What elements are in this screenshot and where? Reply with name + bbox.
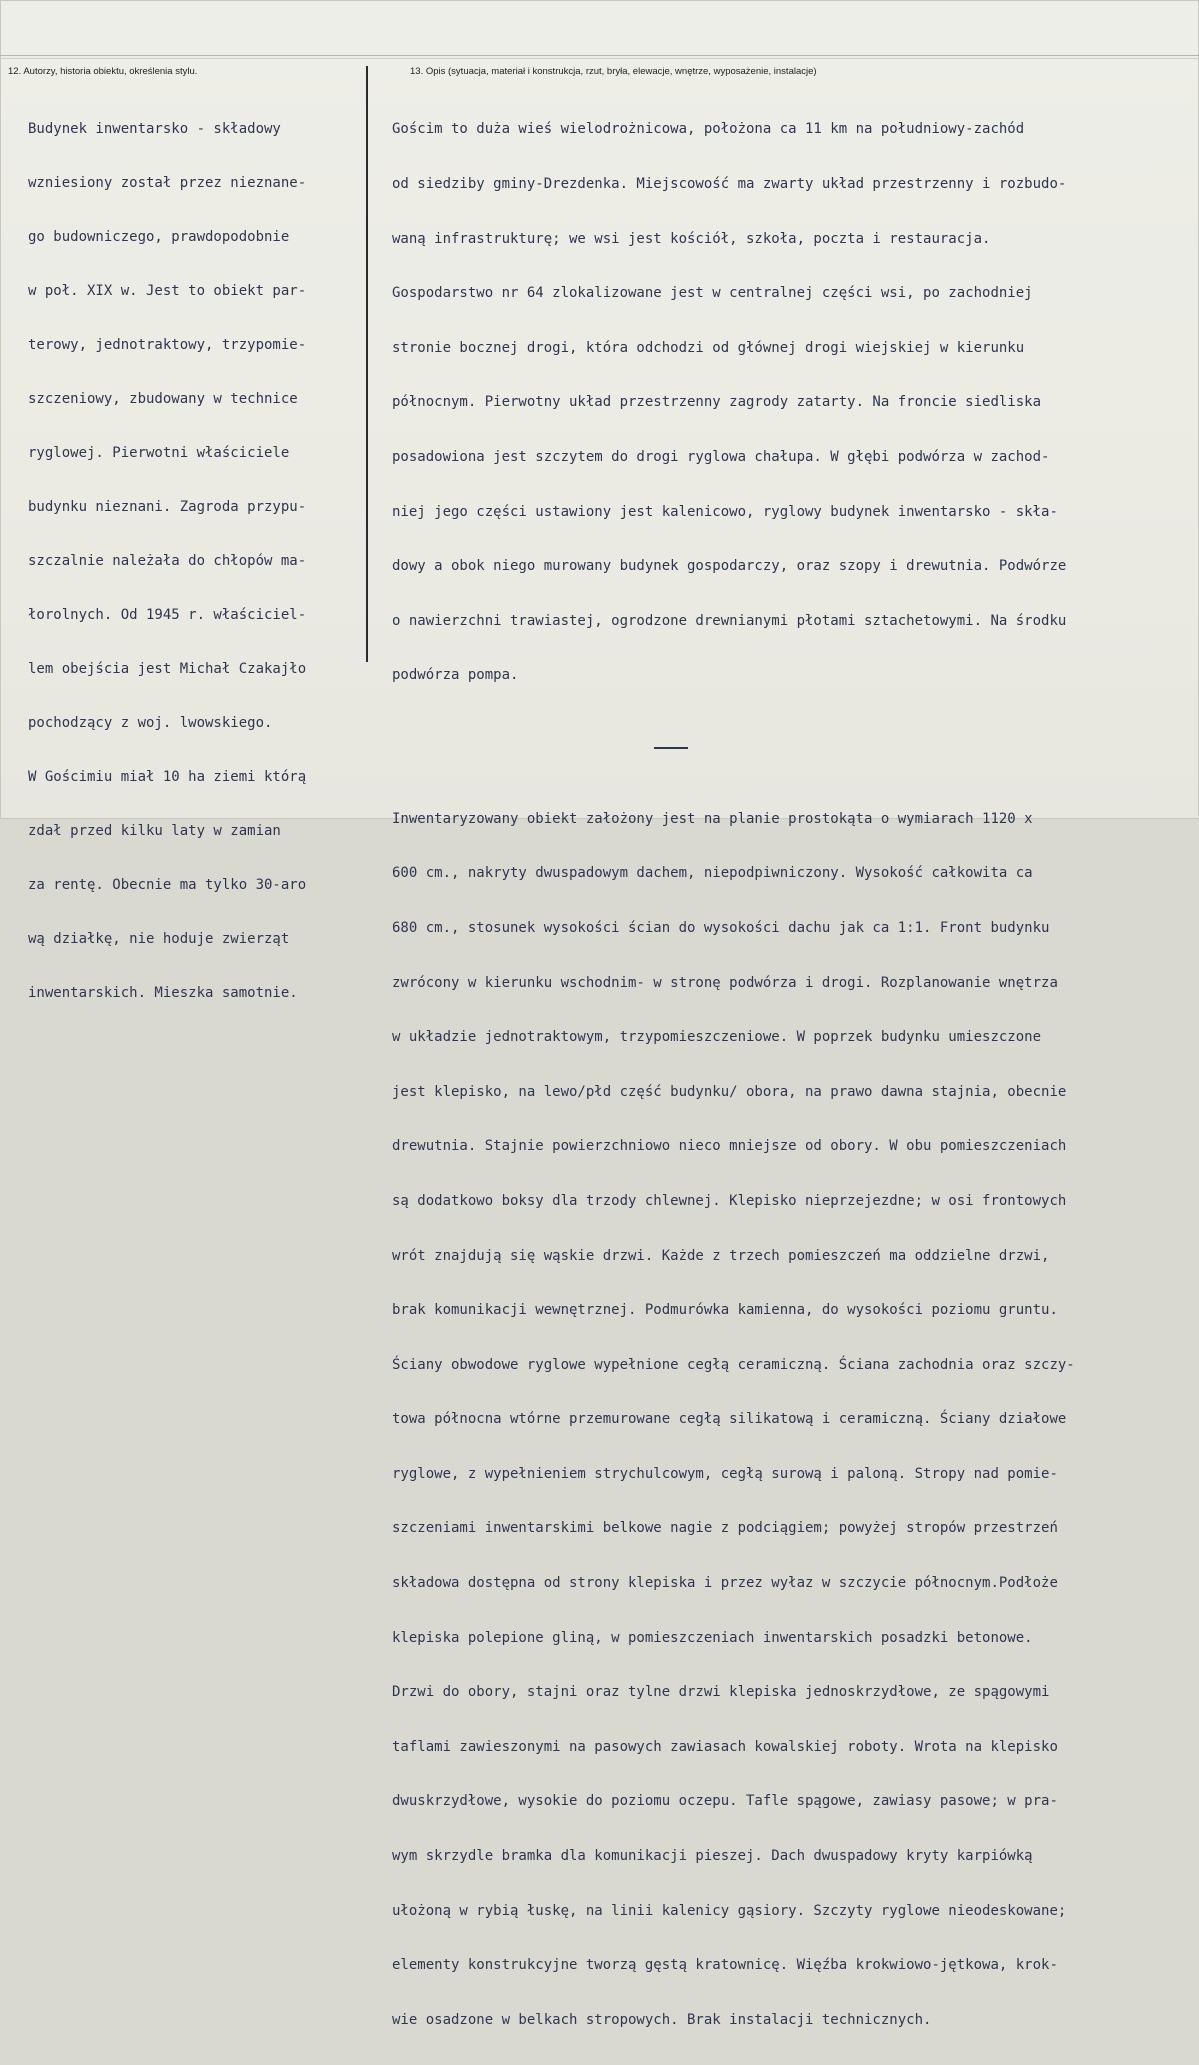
- text-line: o nawierzchni trawiastej, ogrodzone drewnianymi płotami sztachetowymi. Na środku: [392, 612, 1067, 629]
- text-line: wym skrzydle bramka dla komunikacji pieszej. Dach dwuspadowy kryty karpiówką: [392, 1848, 1033, 1865]
- text-line: klepiska polepione gliną, w pomieszczeniach inwentarskich posadzki betonowe.: [392, 1629, 1033, 1646]
- text-line: wrót znajdują się wąskie drzwi. Każde z trzech pomieszczeń ma oddzielne drzwi,: [392, 1247, 1050, 1264]
- text-line: drewutnia. Stajnie powierzchniowo nieco mniejsze od obory. W obu pomieszczeniach: [392, 1138, 1067, 1155]
- text-line: Inwentaryzowany obiekt założony jest na planie prostokąta o wymiarach 1120 x: [392, 810, 1033, 827]
- text-line: zdał przed kilku laty w zamian: [28, 823, 281, 839]
- text-line: dwuskrzydłowe, wysokie do poziomu oczepu. Tafle spągowe, zawiasy pasowe; w pra-: [392, 1793, 1058, 1810]
- text-line: go budowniczego, prawdopodobnie: [28, 229, 290, 245]
- section-separator: [392, 739, 1194, 755]
- form-top-rule: [0, 55, 1199, 56]
- text-line: za rentę. Obecnie ma tylko 30-aro: [28, 877, 307, 893]
- text-line: łorolnych. Od 1945 r. właściciel-: [28, 607, 307, 623]
- text-line: ryglowej. Pierwotni właściciele: [28, 445, 290, 461]
- text-line: inwentarskich. Mieszka samotnie.: [28, 985, 298, 1001]
- text-line: 600 cm., nakryty dwuspadowym dachem, niepodpiwniczony. Wysokość całkowita ca: [392, 865, 1033, 882]
- text-line: Gospodarstwo nr 64 zlokalizowane jest w centralnej części wsi, po zachodniej: [392, 285, 1033, 302]
- section-12-header: 12. Autorzy, historia obiektu, określenia stylu.: [8, 66, 198, 77]
- text-line: posadowiona jest szczytem do drogi ryglowa chałupa. W głębi podwórza w zachod-: [392, 448, 1050, 465]
- section-12-text: [28, 84, 368, 1038]
- text-line: elementy konstrukcyjne tworzą gęstą kratownicę. Więźba krokwiowo-jętkowa, krok-: [392, 1957, 1058, 1974]
- text-line: waną infrastrukturę; we wsi jest kościół, szkoła, poczta i restauracja.: [392, 230, 991, 247]
- section-13-text: [392, 84, 1194, 2065]
- text-line: w poł. XIX w. Jest to obiekt par-: [28, 283, 307, 299]
- text-line: budynku nieznani. Zagroda przypu-: [28, 499, 307, 515]
- text-line: niej jego części ustawiony jest kalenicowo, ryglowy budynek inwentarsko - skła-: [392, 503, 1058, 520]
- text-line: ułożoną w rybią łuskę, na linii kalenicy gąsiory. Szczyty ryglowe nieodeskowane;: [392, 1902, 1067, 1919]
- text-line: w układzie jednotraktowym, trzypomieszczeniowe. W poprzek budynku umieszczone: [392, 1029, 1042, 1046]
- text-line: podwórza pompa.: [392, 667, 519, 684]
- text-line: terowy, jednotraktowy, trzypomie-: [28, 337, 307, 353]
- text-line: stronie bocznej drogi, która odchodzi od głównej drogi wiejskiej w kierunku: [392, 339, 1025, 356]
- text-line: zwrócony w kierunku wschodnim- w stronę podwórza i drogi. Rozplanowanie wnętrza: [392, 974, 1058, 991]
- text-line: wzniesiony został przez nieznane-: [28, 175, 307, 191]
- text-line: szczeniami inwentarskimi belkowe nagie z podciągiem; powyżej stropów przestrzeń: [392, 1520, 1058, 1537]
- text-line: towa północna wtórne przemurowane cegłą silikatową i ceramiczną. Ściany działowe: [392, 1411, 1067, 1428]
- text-line: ryglowe, z wypełnieniem strychulcowym, cegłą surową i paloną. Stropy nad pomie-: [392, 1465, 1058, 1482]
- text-line: taflami zawieszonymi na pasowych zawiasach kowalskiej roboty. Wrota na klepisko: [392, 1738, 1058, 1755]
- text-line: pochodzący z woj. lwowskiego.: [28, 715, 273, 731]
- text-line: lem obejścia jest Michał Czakajło: [28, 661, 307, 677]
- text-line: Drzwi do obory, stajni oraz tylne drzwi klepiska jednoskrzydłowe, ze spągowymi: [392, 1684, 1050, 1701]
- text-line: są dodatkowo boksy dla trzody chlewnej. Klepisko nieprzejezdne; w osi frontowych: [392, 1192, 1067, 1209]
- form-top-rule-secondary: [0, 58, 1199, 59]
- text-line: składowa dostępna od strony klepiska i przez wyłaz w szczycie północnym.Podłoże: [392, 1575, 1058, 1592]
- text-line: Gościm to duża wieś wielodrożnicowa, położona ca 11 km na południowy-zachód: [392, 121, 1025, 138]
- text-line: jest klepisko, na lewo/płd część budynku/ obora, na prawo dawna stajnia, obecnie: [392, 1083, 1067, 1100]
- text-line: brak komunikacji wewnętrznej. Podmurówka kamienna, do wysokości poziomu gruntu.: [392, 1302, 1058, 1319]
- text-line: dowy a obok niego murowany budynek gospodarczy, oraz szopy i drewutnia. Podwórze: [392, 558, 1067, 575]
- text-line: wie osadzone w belkach stropowych. Brak instalacji technicznych.: [392, 2011, 932, 2028]
- text-line: od siedziby gminy-Drezdenka. Miejscowość ma zwarty układ przestrzenny i rozbudo-: [392, 176, 1067, 192]
- text-line: Budynek inwentarsko - składowy: [28, 121, 281, 137]
- separator-dash: [654, 747, 688, 749]
- text-line: 680 cm., stosunek wysokości ścian do wysokości dachu jak ca 1:1. Front budynku: [392, 919, 1050, 936]
- text-line: wą działkę, nie hoduje zwierząt: [28, 931, 290, 947]
- text-line: północnym. Pierwotny układ przestrzenny zagrody zatarty. Na froncie siedliska: [392, 394, 1042, 411]
- text-line: szczalnie należała do chłopów ma-: [28, 553, 307, 569]
- text-line: szczeniowy, zbudowany w technice: [28, 391, 298, 407]
- text-line: W Gościmiu miał 10 ha ziemi którą: [28, 769, 307, 785]
- text-line: Ściany obwodowe ryglowe wypełnione cegłą ceramiczną. Ściana zachodnia oraz szczy-: [392, 1356, 1075, 1373]
- section-13-header: 13. Opis (sytuacja, materiał i konstrukcja, rzut, bryła, elewacje, wnętrze, wyposażenie, instalacje): [410, 66, 817, 77]
